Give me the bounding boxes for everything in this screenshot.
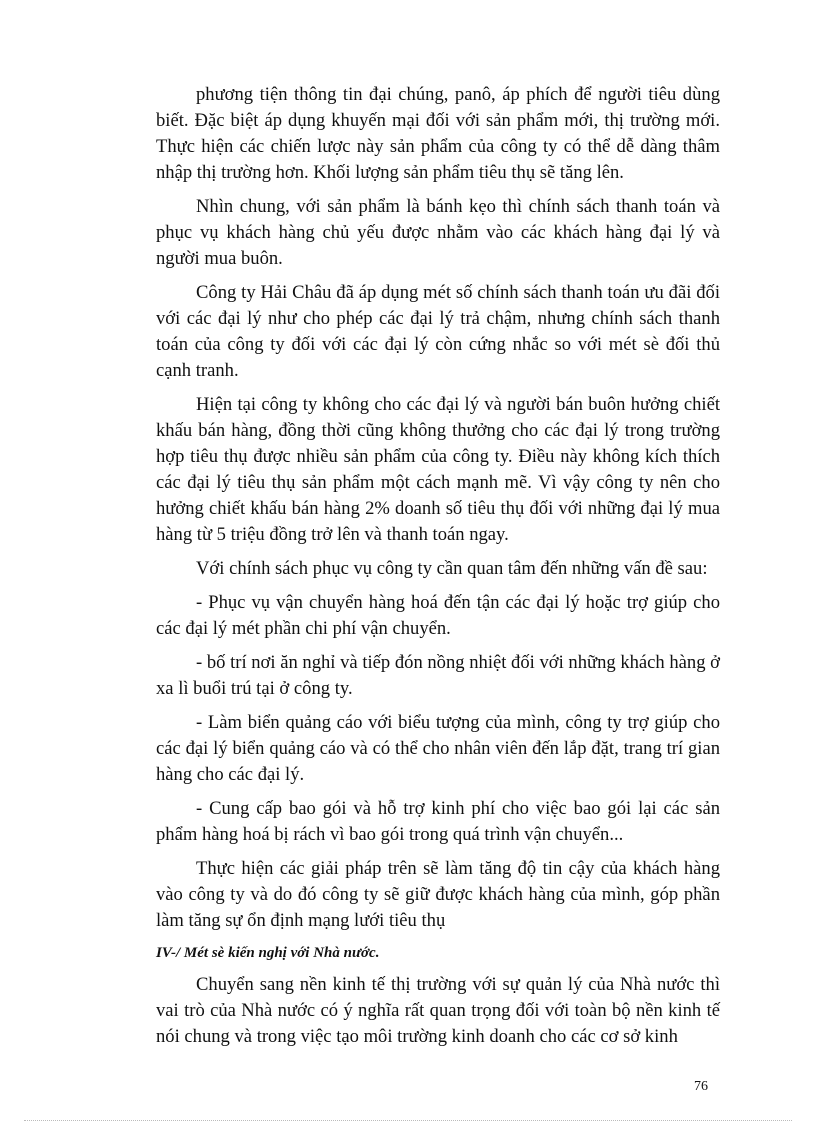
footer-divider [24, 1120, 792, 1121]
section-heading: IV-/ Mét sè kiến nghị với Nhà nước. [156, 945, 380, 961]
body-text [156, 82, 720, 1058]
paragraph: Thực hiện các giải pháp trên sẽ làm tăng độ tin cậy của khách hàng vào công ty và do đó công ty sẽ giữ được khách hàng của mình, góp phần làm tăng sự ổn định mạng lưới tiêu thụ [156, 858, 720, 931]
list-item: - Làm biển quảng cáo với biểu tượng của mình, công ty trợ giúp cho các đại lý biển quảng cáo và có thể cho nhân viên đến lắp đặt, trang trí gian hàng cho các đại lý. [156, 712, 720, 785]
paragraph: Chuyển sang nền kinh tế thị trường với sự quản lý của Nhà nước thì vai trò của Nhà nước có ý nghĩa rất quan trọng đối với toàn bộ nền kinh tế nói chung và trong việc tạo môi trường kinh doanh cho các cơ sở kinh [156, 974, 720, 1047]
paragraph: Với chính sách phục vụ công ty cần quan tâm đến những vấn đề sau: [196, 558, 708, 579]
paragraph: Công ty Hải Châu đã áp dụng mét số chính sách thanh toán ưu đãi đối với các đại lý như cho phép các đại lý trả chậm, nhưng chính sách thanh toán của công ty đối với các đại lý còn cứng nhắc so với mét sè đối thủ cạnh tranh. [156, 282, 720, 381]
paragraph: Hiện tại công ty không cho các đại lý và người bán buôn hưởng chiết khấu bán hàng, đồng thời cũng không thưởng cho các đại lý trong trường hợp tiêu thụ được nhiều sản phẩm của công ty. Điều này không kích thích các đại lý tiêu thụ sản phẩm một cách mạnh mẽ. Vì vậy công ty nên cho hưởng chiết khấu bán hàng 2% doanh số tiêu thụ đối với những đại lý mua hàng từ 5 triệu đồng trở lên và thanh toán ngay. [156, 394, 720, 545]
list-item: - Cung cấp bao gói và hỗ trợ kinh phí cho việc bao gói lại các sản phẩm hàng hoá bị rách vì bao gói trong quá trình vận chuyển... [156, 798, 720, 845]
page-number: 76 [694, 1079, 708, 1094]
paragraph: phương tiện thông tin đại chúng, panô, áp phích để người tiêu dùng biết. Đặc biệt áp dụng khuyến mại đối với sản phẩm mới, thị trường mới. Thực hiện các chiến lược này sản phẩm của công ty có thể dễ dàng thâm nhập thị trường hơn. Khối lượng sản phẩm tiêu thụ sẽ tăng lên. [156, 84, 720, 183]
list-item: - bố trí nơi ăn nghỉ và tiếp đón nồng nhiệt đối với những khách hàng ở xa lì buổi trú tại ở công ty. [156, 652, 720, 699]
list-item: - Phục vụ vận chuyển hàng hoá đến tận các đại lý hoặc trợ giúp cho các đại lý mét phần chi phí vận chuyển. [156, 592, 720, 639]
paragraph: Nhìn chung, với sản phẩm là bánh kẹo thì chính sách thanh toán và phục vụ khách hàng chủ yếu được nhằm vào các khách hàng đại lý và người mua buôn. [156, 196, 720, 269]
